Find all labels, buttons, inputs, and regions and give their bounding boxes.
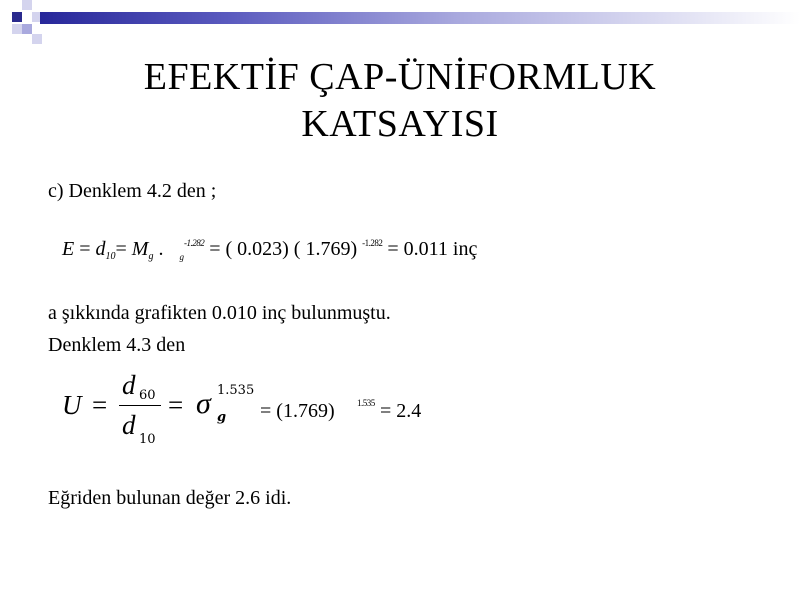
equation-effective-diameter bbox=[62, 238, 477, 262]
eq2-numerator-subscript: 60 bbox=[139, 388, 156, 403]
deco-square bbox=[32, 34, 42, 44]
sigma-superscript: 1.535 bbox=[217, 383, 255, 398]
eq1-d-subscript: 10 bbox=[105, 251, 116, 262]
deco-square bbox=[22, 24, 32, 34]
eq1-exponent: -1.282 bbox=[183, 238, 205, 248]
sigma-symbol: σ bbox=[196, 387, 211, 420]
eq2-equals-2: = bbox=[168, 390, 184, 420]
eq1-d: d bbox=[95, 238, 106, 260]
eq1-rhs: = ( 0.023) ( 1.769) bbox=[204, 238, 363, 260]
step-a-note: a şıkkında grafikten 0.010 inç bulunmuştu. bbox=[48, 302, 391, 324]
eq2-numerator-d: d bbox=[122, 370, 136, 400]
step-c-text: c) Denklem 4.2 den ; bbox=[48, 180, 217, 202]
title-line-2: KATSAYISI bbox=[301, 103, 499, 145]
equation-uniformity-coefficient bbox=[62, 370, 562, 450]
eq1-rhs-exponent: -1.282 bbox=[362, 238, 383, 248]
deco-square bbox=[22, 0, 32, 10]
title-line-1: EFEKTİF ÇAP-ÜNİFORMLUK bbox=[143, 56, 657, 98]
eq2-equals: = bbox=[92, 390, 108, 420]
eq1-g-subscript: g bbox=[179, 252, 184, 262]
eq1-equals: = bbox=[74, 238, 96, 260]
eq2-U: U bbox=[62, 390, 82, 420]
header-gradient-bar bbox=[40, 12, 800, 24]
conclusion-text: Eğriden bulunan değer 2.6 idi. bbox=[48, 487, 292, 509]
slide-title bbox=[0, 54, 800, 148]
deco-square bbox=[12, 24, 22, 34]
eq1-M: M bbox=[131, 238, 149, 260]
deco-square bbox=[12, 12, 22, 22]
eq2-denominator-subscript: 10 bbox=[139, 432, 156, 447]
eq1-E: E bbox=[62, 238, 75, 260]
sigma-subscript: g bbox=[217, 410, 227, 425]
denklem-4-3-text: Denklem 4.3 den bbox=[48, 334, 186, 356]
eq2-result: = 2.4 bbox=[380, 400, 422, 422]
eq1-result: = 0.011 inç bbox=[382, 238, 478, 260]
header-decoration bbox=[0, 0, 800, 50]
eq1-M-subscript: g bbox=[148, 251, 154, 262]
eq2-rhs-exponent: 1.535 bbox=[357, 398, 375, 408]
eq2-rhs: = (1.769) bbox=[260, 400, 335, 422]
fraction-bar bbox=[119, 405, 161, 406]
eq1-equals-2: = bbox=[115, 238, 132, 260]
eq1-dot: . bbox=[153, 238, 164, 260]
eq2-denominator-d: d bbox=[122, 410, 136, 440]
